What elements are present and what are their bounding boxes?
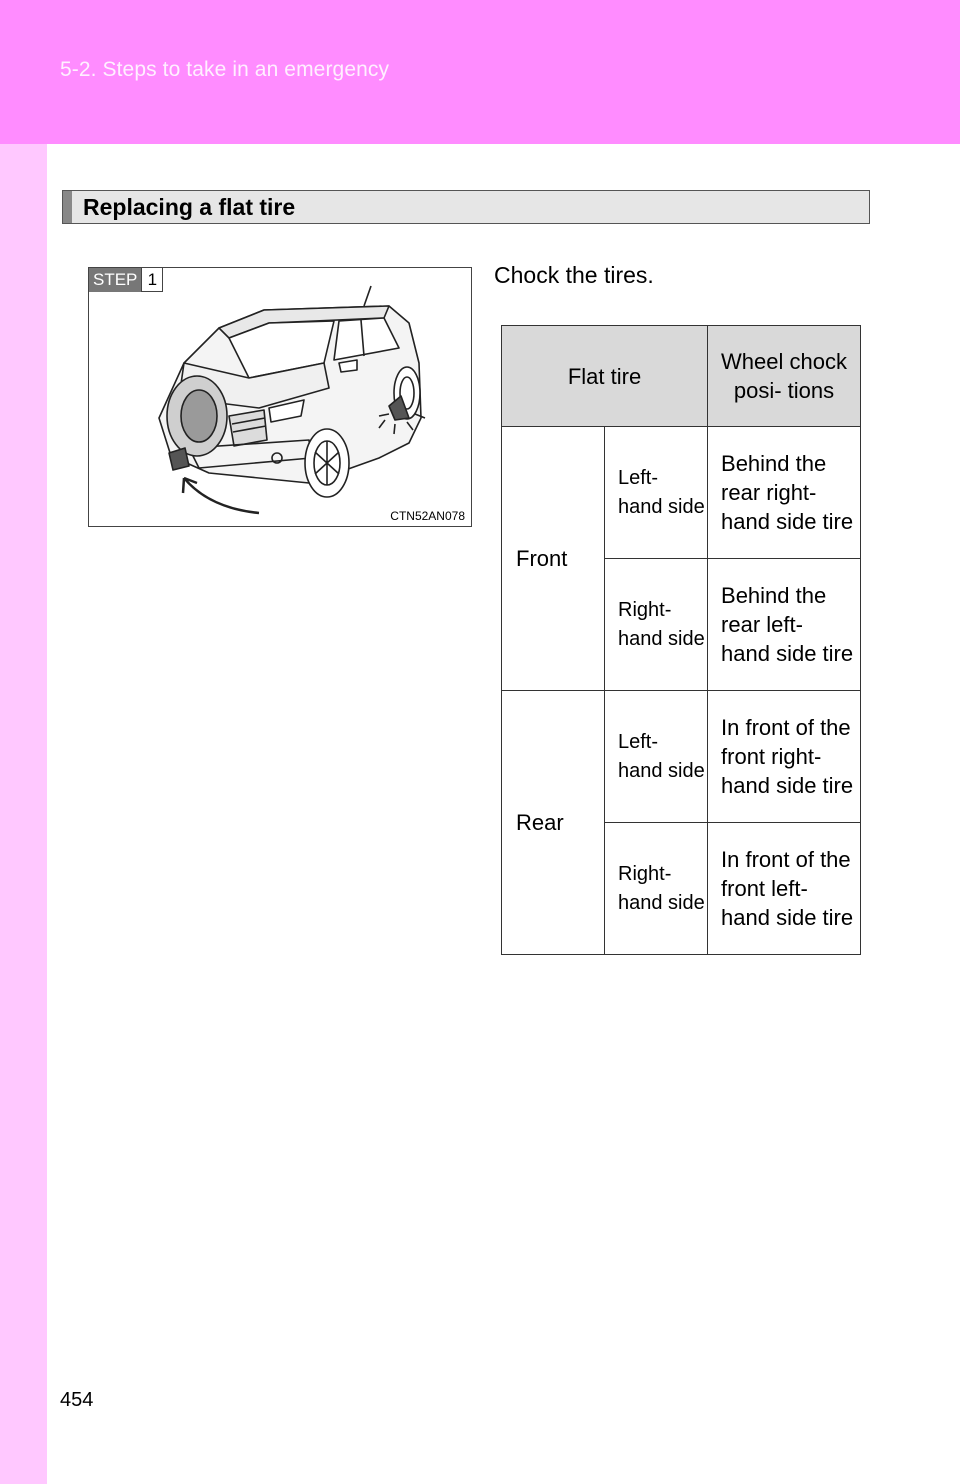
section-title-bar [62,190,870,224]
wheel-chock-table [501,325,861,955]
instruction-text: Chock the tires. [494,262,654,288]
side-band [0,144,47,1484]
position-cell: In front of the front right-hand side tire [708,691,861,823]
header-chock-positions: Wheel chock posi- tions [708,326,861,427]
group-label-front: Front [502,427,605,691]
step-number: 1 [141,268,163,292]
header-flat-tire: Flat tire [502,326,708,427]
section-title: Replacing a flat tire [83,194,296,220]
section-label: 5-2. Steps to take in an emergency [60,58,390,81]
side-cell: Right- hand side [605,559,708,691]
suv-chock-drawing [89,268,471,526]
step-badge [89,268,163,292]
group-label-rear: Rear [502,691,605,955]
position-cell: Behind the rear right- hand side tire [708,427,861,559]
title-marker [63,191,72,223]
position-cell: In front of the front left-hand side tire [708,823,861,955]
position-cell: Behind the rear left- hand side tire [708,559,861,691]
side-cell: Right- hand side [605,823,708,955]
table-row [502,691,861,823]
table-row [502,427,861,559]
figure-code: CTN52AN078 [390,509,465,523]
car-illustration [88,267,472,527]
side-cell: Left- hand side [605,691,708,823]
table-header-row [502,326,861,427]
side-cell: Left- hand side [605,427,708,559]
page-number: 454 [60,1389,94,1411]
step-word: STEP [89,268,141,292]
